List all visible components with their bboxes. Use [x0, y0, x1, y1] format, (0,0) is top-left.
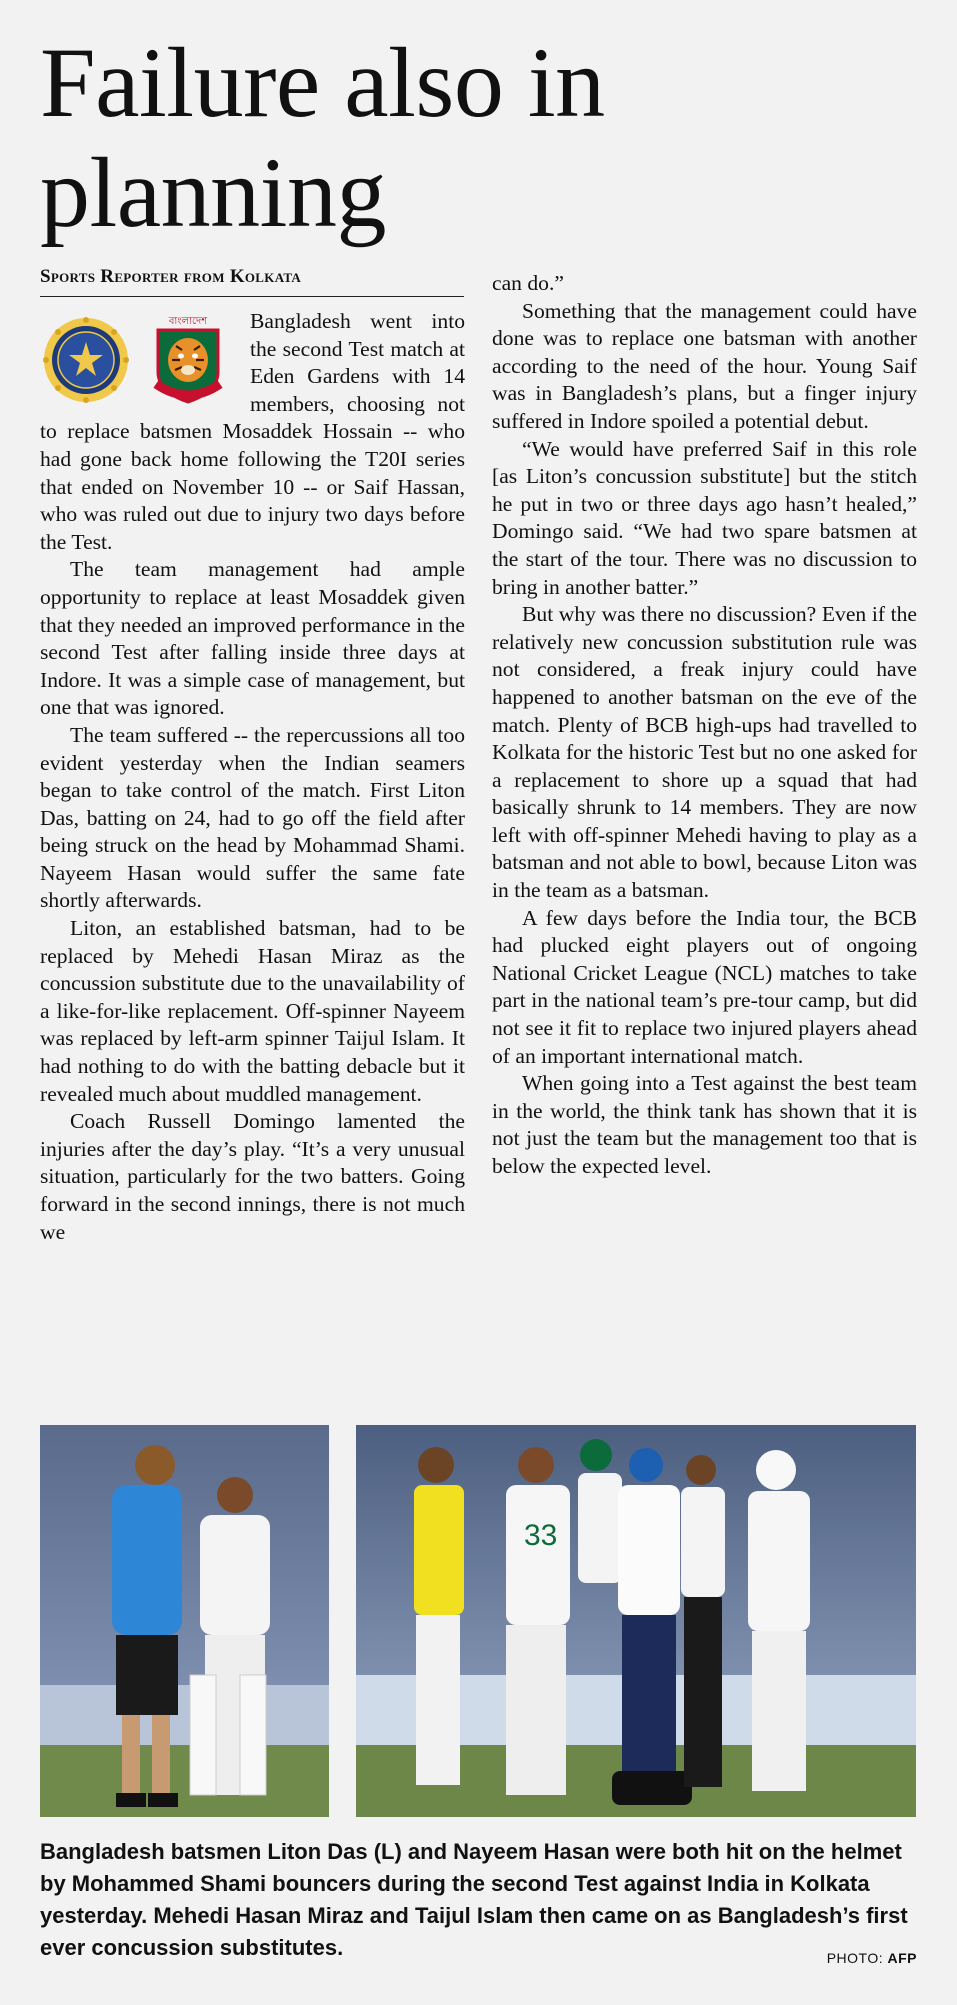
paragraph: But why was there no discussion? Even if the relatively new concussion substitution rule was not considered, a freak injury could have happened to another batsman on the eve of the match. Plenty of BCB high-ups had travelled to Kolkata for the historic Test but no one asked for a replacement to shore up a squad that had basically shrunk to 14 members. They are now left with off-spinner Mehedi having to play as a batsman and not able to bowl, because Liton was in the team as a batsman.: [492, 602, 917, 903]
byline: Sports Reporter from Kolkata: [40, 266, 464, 297]
jersey-number: 33: [524, 1519, 558, 1552]
paragraph: “We would have preferred Saif in this role [as Liton’s concussion substitute] but the stitch he put in two or three days ago hasn’t healed,” Domingo said. “We had two spare batsmen at the start of the tour. There was no discussion to bring in another batter.”: [492, 436, 917, 599]
article-column-left: [40, 308, 465, 1246]
paragraph: Liton, an established batsman, had to be replaced by Mehedi Hasan Miraz as the concussion substitute due to the unavailability of a like-for-like replacement. Off-spinner Nayeem was replaced by left-arm spinner Taijul Islam. It had nothing to do with the batting debacle but it revealed much about muddled management.: [40, 916, 465, 1106]
bcb-logo-icon: [142, 314, 234, 406]
photo-credit-label: PHOTO:: [826, 1950, 884, 1966]
article-column-right: [492, 270, 917, 1181]
photo-credit: [827, 1950, 917, 1966]
paragraph: Something that the management could have done was to replace one batsman with another according to the need of the hour. Young Saif was in Bangladesh’s plans, but a finger injury suffered in Indore spoiled a potential debut.: [492, 298, 917, 433]
paragraph: The team management had ample opportunity to replace at least Mosaddek given that they needed an improved performance in the second Test after falling inside three days at Indore. It was a simple case of management, but one that was ignored.: [40, 557, 465, 720]
headline: Failure also in planning: [40, 27, 605, 248]
photo-caption: Bangladesh batsmen Liton Das (L) and Nayeem Hasan were both hit on the helmet by Mohammed Shami bouncers during the second Test against India in Kolkata yesterday. Mehedi Hasan Miraz and Taijul Islam then came on as Bangladesh’s first ever concussion substitutes.: [40, 1839, 908, 1960]
photo-liton-das: [40, 1425, 329, 1817]
paragraph: When going into a Test against the best team in the world, the think tank has shown that it is not just the team but the management too that is below the expected level.: [492, 1071, 917, 1178]
bcb-bangla-text: বাংলাদেশ: [168, 316, 208, 327]
photo-nayeem-hasan: [356, 1425, 916, 1817]
paragraph: A few days before the India tour, the BCB had plucked eight players out of ongoing National Cricket League (NCL) matches to take part in the national team’s pre-tour camp, but did not see it fit to replace two injured players ahead of an important international match.: [492, 905, 917, 1068]
paragraph: The team suffered -- the repercussions all too evident yesterday when the Indian seamers began to take control of the match. First Liton Das, batting on 24, had to go off the field after being struck on the head by Mohammad Shami. Nayeem Hasan would suffer the same fate shortly afterwards.: [40, 722, 465, 913]
bcci-logo-icon: [40, 314, 132, 406]
paragraph: Bangladesh went into the second Test match at Eden Gardens with 14 members, choosing not to replace batsmen Mosaddek Hossain -- who had gone back home following the T20I series that ended on November 10 -- or Saif Hassan, who was ruled out due to injury two days before the Test.: [40, 309, 465, 554]
paragraph: Coach Russell Domingo lamented the injuries after the day’s play. “It’s a very unusual situation, particularly for the two batters. Going forward in the second innings, there is not much we: [40, 1109, 465, 1244]
board-logos: [40, 314, 240, 414]
photo-credit-source: AFP: [887, 1950, 917, 1966]
paragraph-continuation: can do.”: [492, 271, 564, 295]
